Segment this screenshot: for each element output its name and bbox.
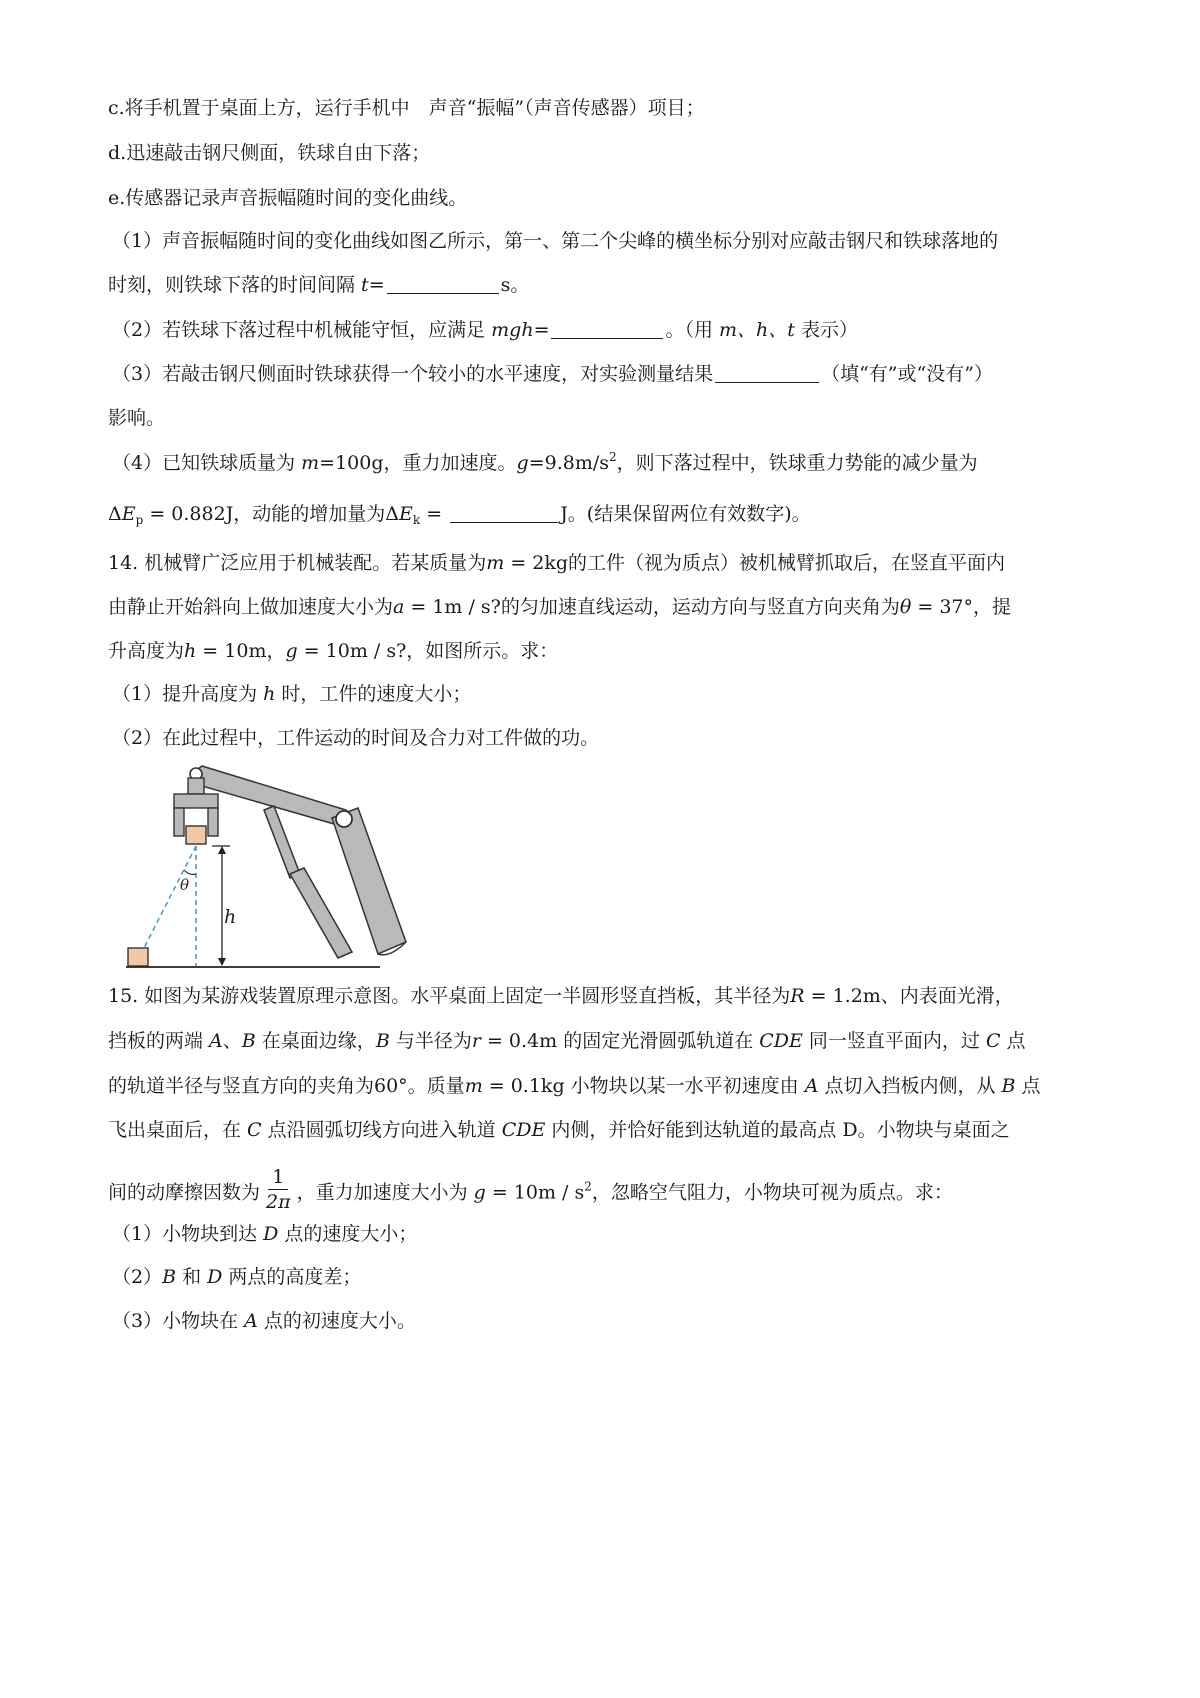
angle-arc bbox=[184, 870, 196, 875]
p15-l5-d: ，忽略空气阻力，小物块可视为质点。求： bbox=[591, 1181, 953, 1204]
theta-label: θ bbox=[180, 876, 190, 894]
q2-equals: = bbox=[533, 319, 550, 341]
step-d: d.迅速敲击钢尺侧面，铁球自由下落； bbox=[108, 142, 431, 164]
gripper-head bbox=[174, 794, 218, 808]
answer-blank-ek[interactable] bbox=[450, 502, 558, 523]
p14-line3 bbox=[108, 638, 558, 664]
q4-text-c: =9.8m/s bbox=[528, 452, 610, 474]
q1-unit: s。 bbox=[500, 274, 530, 296]
p15-line3 bbox=[108, 1073, 1041, 1099]
subscript-p: p bbox=[135, 513, 144, 527]
p14-l3-a: 升高度为 bbox=[108, 640, 185, 662]
p15-line5 bbox=[108, 1166, 953, 1217]
q4-superscript: 2 bbox=[609, 450, 617, 464]
motion-dashed-line bbox=[144, 846, 196, 948]
var-CDE2: CDE bbox=[501, 1119, 546, 1141]
p15-l3-d: 点 bbox=[1015, 1075, 1041, 1097]
p15-superscript: 2 bbox=[584, 1179, 592, 1194]
p15-l2-f: 同一竖直平面内，过 bbox=[802, 1030, 986, 1052]
p14-sub1-b: 时，工件的速度大小； bbox=[275, 683, 472, 705]
robot-arm-figure bbox=[118, 762, 458, 970]
var-C2: C bbox=[247, 1119, 262, 1141]
p15-sub3-a: （3）小物块在 bbox=[112, 1310, 245, 1332]
var-C: C bbox=[985, 1030, 1001, 1052]
var-R: R bbox=[790, 985, 805, 1007]
p15-sub2-c: 两点的高度差； bbox=[222, 1266, 362, 1288]
q1-text-a: 时刻，则铁球下落的时间间隔 bbox=[108, 274, 362, 296]
p15-line2 bbox=[108, 1028, 1026, 1054]
q3-line2: 影响。 bbox=[108, 407, 166, 429]
p14-l2-a: 由静止开始斜向上做加速度大小为 bbox=[108, 596, 394, 618]
p15-l2-b: 、 bbox=[222, 1030, 242, 1052]
step-c: c.将手机置于桌面上方，运行手机中 声音“振幅”（声音传感器）项目； bbox=[108, 97, 705, 119]
var-CDE: CDE bbox=[759, 1030, 803, 1052]
var-E: E bbox=[121, 503, 136, 525]
q2-text-c: 。（用 bbox=[665, 319, 720, 341]
var-B2: B bbox=[375, 1030, 390, 1052]
q3-text-b: （填“有”或“没有”） bbox=[821, 363, 993, 385]
q1-line1: （1）声音振幅随时间的变化曲线如图乙所示，第一、第二个尖峰的横坐标分别对应敲击钢尺和铁球落地的 bbox=[112, 230, 999, 252]
var-A2: A bbox=[804, 1075, 819, 1097]
answer-blank-effect[interactable] bbox=[715, 362, 819, 383]
p14-sub1-a: （1）提升高度为 bbox=[112, 683, 264, 705]
gripper-neck bbox=[188, 778, 204, 794]
var-a: a bbox=[393, 596, 405, 618]
var-A3: A bbox=[244, 1310, 258, 1332]
var-B3: B bbox=[1001, 1075, 1016, 1097]
p15-l3-b: = 0.1kg 小物块以某一水平初速度由 bbox=[482, 1075, 805, 1097]
var-g-15: g bbox=[473, 1181, 486, 1204]
var-g: g bbox=[516, 452, 529, 474]
p15-sub2-a: （2） bbox=[112, 1266, 163, 1288]
p14-text-b: = 2kg的工件（视为质点）被机械臂抓取后，在竖直平面内 bbox=[504, 552, 1006, 574]
var-theta: θ bbox=[899, 596, 912, 618]
workpiece-ground bbox=[128, 948, 148, 966]
p15-l1-b: = 1.2m、内表面光滑， bbox=[804, 985, 1014, 1007]
var-m: m bbox=[301, 452, 320, 474]
fraction-numerator: 1 bbox=[268, 1166, 288, 1190]
q4-text-d: ，则下落过程中，铁球重力势能的减少量为 bbox=[616, 452, 978, 474]
p15-sub1 bbox=[112, 1221, 417, 1247]
p14-text-a: 14. 机械臂广泛应用于机械装配。若某质量为 bbox=[108, 552, 487, 574]
var-D: D bbox=[263, 1223, 279, 1245]
p15-line1 bbox=[108, 983, 1014, 1009]
delta-symbol: Δ bbox=[108, 503, 122, 525]
subscript-k: k bbox=[412, 513, 421, 527]
p15-l5-a: 间的动摩擦因数为 bbox=[108, 1181, 261, 1204]
q4-line1 bbox=[112, 450, 978, 476]
var-A: A bbox=[209, 1030, 223, 1052]
p15-l2-a: 挡板的两端 bbox=[108, 1030, 210, 1052]
p15-l2-d: 与半径为 bbox=[389, 1030, 472, 1052]
p14-l3-b: = 10m， bbox=[196, 640, 286, 662]
var-m-15: m bbox=[464, 1075, 483, 1097]
p15-l5-b: ，重力加速度大小为 bbox=[296, 1181, 474, 1204]
q3-text-a: （3）若敲击钢尺侧面时铁球获得一个较小的水平速度，对实验测量结果 bbox=[112, 363, 714, 385]
p15-l3-a: 的轨道半径与竖直方向的夹角为60°。质量 bbox=[108, 1075, 465, 1097]
var-t: t bbox=[361, 274, 369, 296]
var-h: h bbox=[184, 640, 197, 662]
var-E-k: E bbox=[399, 503, 413, 525]
p15-l5-c: = 10m / s bbox=[485, 1181, 585, 1204]
q2-text-d: 表示） bbox=[794, 319, 858, 341]
p14-l2-c: = 37°，提 bbox=[911, 596, 1012, 618]
q4-line2-equals: = bbox=[420, 503, 449, 525]
p15-l4-a: 飞出桌面后，在 bbox=[108, 1119, 248, 1141]
p15-line4 bbox=[108, 1117, 1010, 1143]
answer-blank-mgh[interactable] bbox=[551, 318, 663, 339]
q4-line2-text-b: = 0.882J，动能的增加量为Δ bbox=[143, 503, 400, 525]
q4-line2 bbox=[108, 501, 811, 527]
q2-text-a: （2）若铁球下落过程中机械能守恒，应满足 bbox=[112, 319, 492, 341]
p14-sub2: （2）在此过程中，工件运动的时间及合力对工件做的功。 bbox=[112, 727, 600, 749]
p15-l4-c: 内侧，并恰好能到达轨道的最高点 D。小物块与桌面之 bbox=[545, 1119, 1010, 1141]
piston-cylinder bbox=[290, 868, 352, 958]
p14-sub1 bbox=[112, 681, 471, 707]
piston-rod bbox=[264, 806, 300, 878]
var-m-14: m bbox=[486, 552, 505, 574]
p15-sub1-a: （1）小物块到达 bbox=[112, 1223, 264, 1245]
var-g-14: g bbox=[285, 640, 298, 662]
height-arrow-up bbox=[218, 846, 226, 854]
p15-l2-g: 点 bbox=[1000, 1030, 1026, 1052]
p15-sub2-b: 和 bbox=[176, 1266, 208, 1288]
answer-blank-t[interactable] bbox=[387, 273, 499, 294]
p15-l2-e: = 0.4m 的固定光滑圆弧轨道在 bbox=[480, 1030, 760, 1052]
q1-equals: = bbox=[368, 274, 385, 296]
var-mgh: mgh bbox=[491, 319, 534, 341]
p15-l1-a: 15. 如图为某游戏装置原理示意图。水平桌面上固定一半圆形竖直挡板，其半径为 bbox=[108, 985, 791, 1007]
fraction-denominator: 2π bbox=[266, 1191, 291, 1213]
var-r: r bbox=[471, 1030, 481, 1052]
vars-mht: m、h、t bbox=[719, 319, 795, 341]
p15-sub2 bbox=[112, 1264, 361, 1290]
q1-line2 bbox=[108, 272, 529, 298]
p15-l4-b: 点沿圆弧切线方向进入轨道 bbox=[261, 1119, 502, 1141]
q4-line2-text-d: J。(结果保留两位有效数字)。 bbox=[560, 503, 811, 525]
var-B: B bbox=[241, 1030, 256, 1052]
q3-line1 bbox=[112, 361, 993, 387]
gripper-finger-left bbox=[174, 808, 184, 836]
p15-sub3 bbox=[112, 1308, 416, 1334]
p15-l2-c: 在桌面边缘， bbox=[255, 1030, 376, 1052]
p15-sub1-b: 点的速度大小； bbox=[278, 1223, 418, 1245]
p14-l3-c: = 10m / s?，如图所示。求： bbox=[297, 640, 559, 662]
gripper-finger-right bbox=[208, 808, 218, 836]
p15-l3-c: 点切入挡板内侧，从 bbox=[818, 1075, 1002, 1097]
q4-text-b: =100g，重力加速度。 bbox=[319, 452, 517, 474]
h-label: h bbox=[224, 906, 237, 928]
height-arrow-down bbox=[218, 958, 226, 966]
p14-line1 bbox=[108, 550, 1005, 576]
lower-arm-segment bbox=[332, 808, 406, 954]
var-D2: D bbox=[207, 1266, 223, 1288]
friction-fraction bbox=[262, 1166, 295, 1213]
q2-line bbox=[112, 317, 858, 343]
q4-text-a: （4）已知铁球质量为 bbox=[112, 452, 302, 474]
step-e: e.传感器记录声音振幅随时间的变化曲线。 bbox=[108, 187, 468, 209]
var-B4: B bbox=[162, 1266, 177, 1288]
p14-line2 bbox=[108, 594, 1011, 620]
var-h-sub: h bbox=[263, 683, 276, 705]
p15-sub3-b: 点的初速度大小。 bbox=[257, 1310, 416, 1332]
elbow-joint bbox=[336, 811, 352, 827]
workpiece-held bbox=[186, 826, 206, 844]
p14-l2-b: = 1m / s?的匀加速直线运动，运动方向与竖直方向夹角为 bbox=[404, 596, 900, 618]
